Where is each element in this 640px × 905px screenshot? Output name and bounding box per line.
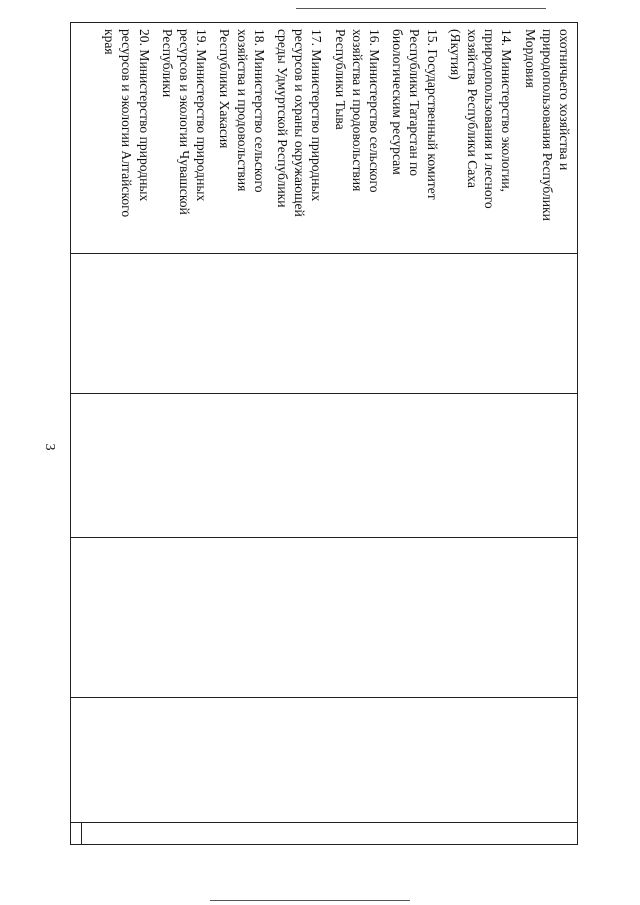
text-line: Республики Хакасия	[217, 29, 233, 149]
agency-list	[72, 25, 576, 253]
text-line: 14. Министерство экологии,	[499, 29, 515, 193]
text-line: хозяйства и продовольствия	[234, 29, 250, 192]
text-line: ресурсов и экологии Алтайского	[119, 29, 135, 218]
scan-edge-line-bottom	[210, 900, 410, 901]
table-cell-agencies	[72, 25, 576, 253]
text-line: 19. Министерство природных	[194, 29, 210, 202]
table-row-divider	[70, 697, 578, 698]
text-line: ресурсов и охраны окружающей	[292, 29, 308, 217]
text-line: 18. Министерство сельского	[251, 29, 267, 193]
table-row-divider	[70, 537, 578, 538]
text-line: среды Удмуртской Республики	[274, 29, 290, 208]
agency-entry-17	[274, 29, 326, 247]
page-number: 3	[42, 443, 57, 451]
text-line: природопользования и лесного	[482, 29, 498, 209]
table-row-divider	[70, 393, 578, 394]
text-line: Мордовия	[522, 29, 538, 88]
scan-edge-line-top	[296, 8, 546, 9]
text-line: 20. Министерство природных	[136, 29, 152, 202]
text-line: Республики Тыва	[332, 29, 348, 130]
text-line: края	[102, 29, 118, 55]
agency-entry-15	[389, 29, 441, 247]
table-column-divider	[81, 822, 82, 845]
text-line: ресурсов и экологии Чувашской	[176, 29, 192, 215]
table-row-divider	[70, 822, 578, 823]
text-line: 16. Министерство сельского	[366, 29, 382, 193]
agency-entry-20	[101, 29, 153, 247]
text-line: (Якутия)	[447, 29, 463, 80]
table-row-divider	[70, 253, 578, 254]
agency-entry-14	[447, 29, 516, 247]
agency-entry-16	[331, 29, 383, 247]
text-line: биологическим ресурсам	[390, 29, 406, 175]
agency-entry-19	[159, 29, 211, 247]
agency-entry-18	[216, 29, 268, 247]
text-line: 15. Государственный комитет	[424, 29, 440, 200]
text-line: 17. Министерство природных	[309, 29, 325, 202]
text-line: Республики	[159, 29, 175, 98]
text-line: хозяйства и продовольствия	[349, 29, 365, 192]
text-line: хозяйства Республики Саха	[464, 29, 480, 188]
text-line: природопользования Республики	[539, 29, 555, 221]
text-line: Республики Татарстан по	[407, 29, 423, 177]
text-line: охотничьего хозяйства и	[557, 29, 572, 171]
continued-entry	[521, 29, 573, 247]
